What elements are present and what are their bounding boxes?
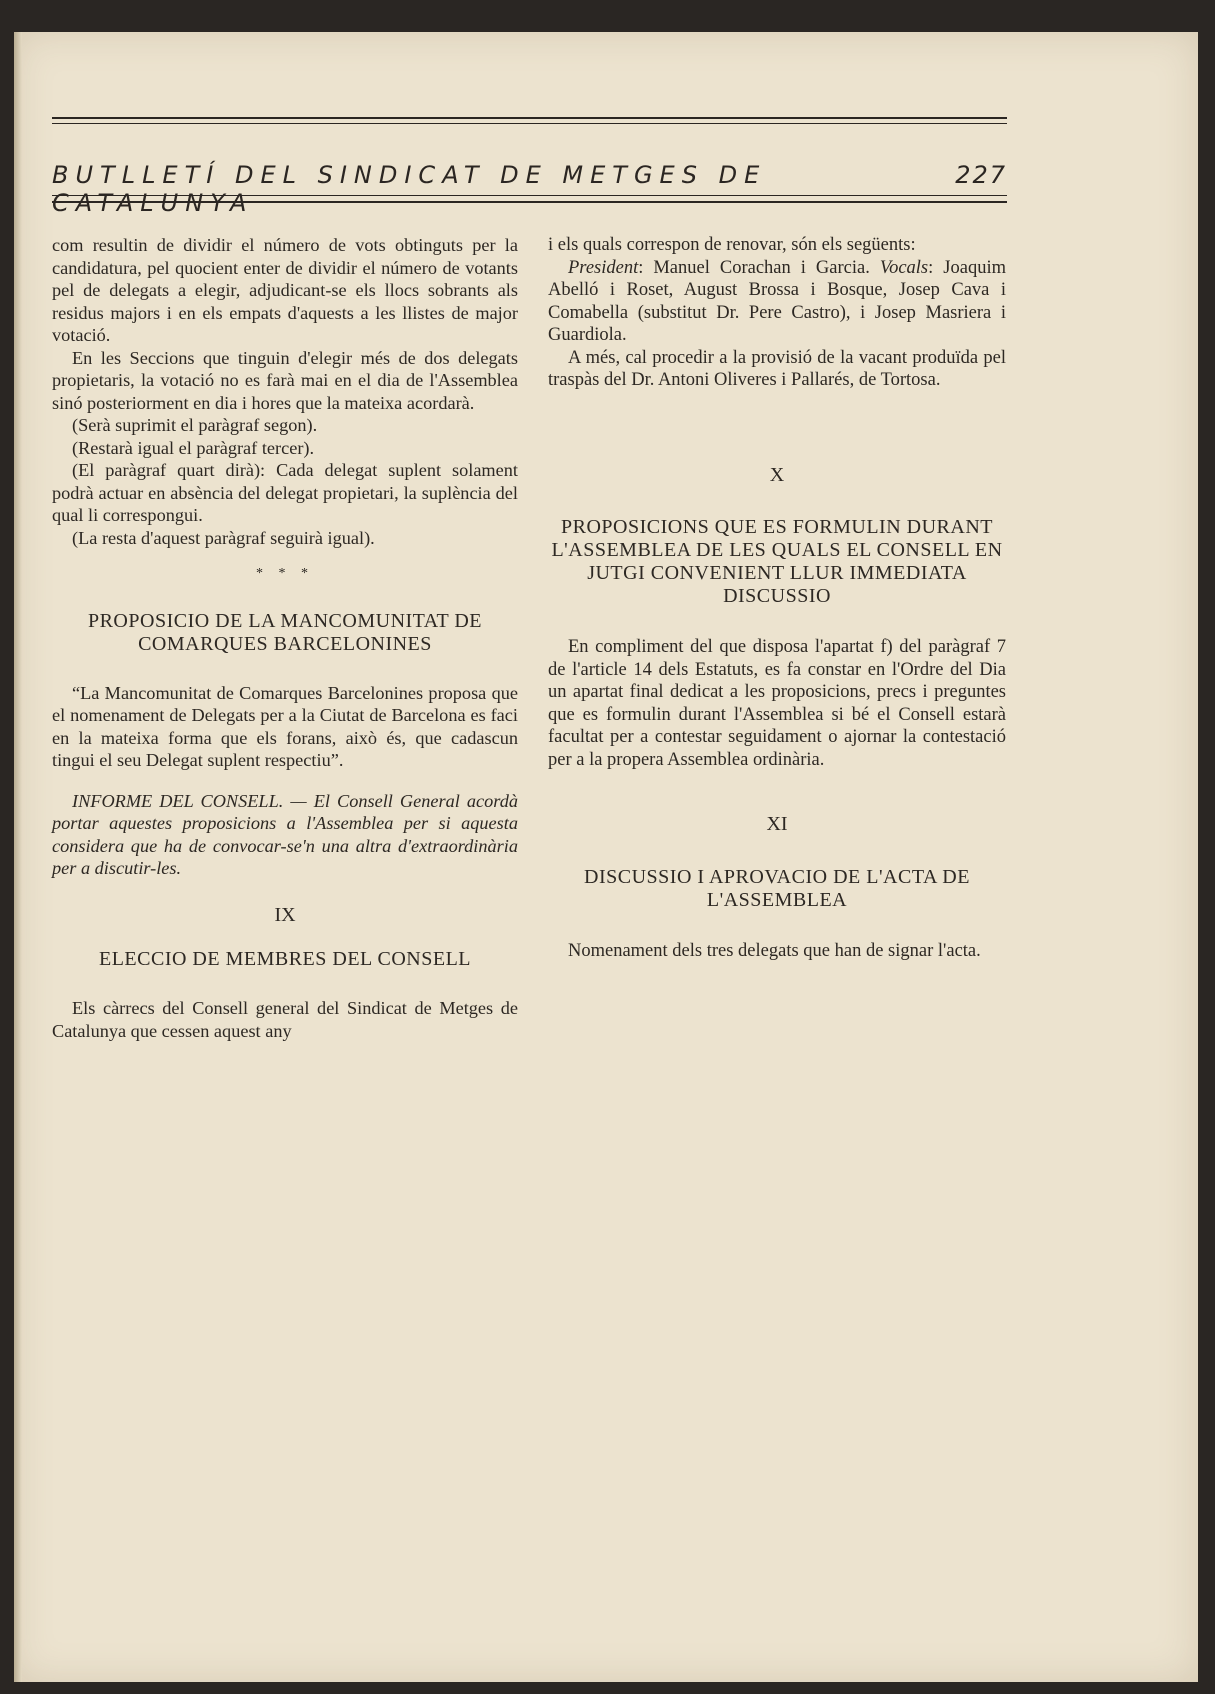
paragraph: i els quals correspon de renovar, són els següents: [548,235,916,255]
paragraph: (La resta d'aquest paràgraf seguirà igual). [72,527,375,548]
paragraph: En les Seccions que tinguin d'elegir més de dos delegats propietaris, la votació no es farà mai en el dia de l'Assemblea sinó posteriorment en dia i hores que la mateixa acordarà. [52,347,518,413]
header-rule [52,123,1007,124]
journal-title: BUTLLETÍ DEL SINDICAT DE METGES DE CATALUNYA [52,161,767,217]
header-rule [52,201,1007,203]
right-column [548,234,1006,962]
informe-label: INFORME DEL CONSELL. [72,790,284,811]
section-number: XI [766,813,788,835]
left-column [52,234,518,1042]
paragraph: (Serà suprimit el paràgraf segon). [72,415,318,435]
paragraph: Nomenament dels tres delegats que han de signar l'acta. [568,940,981,961]
section-number: IX [274,903,296,926]
paragraph: “La Mancomunitat de Comarques Barcelonines proposa que el nomenament de Delegats per a la Ciutat de Barcelona es faci en la mateixa forma que els forans, això és, que cadascun tingui el seu Delegat suplent respectiu”. [52,682,518,770]
president-text: : Manuel Corachan i Garcia. [638,257,880,278]
informe-paragraph [52,790,518,880]
section-number: X [769,463,785,486]
header-rule [52,195,1007,196]
section-title: PROPOSICIONS QUE ES FORMULIN DURANT L'ASSEMBLEA DE LES QUALS EL CONSELL EN JUTGI CONVENIENT LLUR IMMEDIATA DISCUSSIO [551,516,1003,607]
section-separator: * * * [256,566,314,581]
paragraph: (El paràgraf quart dirà): Cada delegat suplent solament podrà actuar en absència del delegat propietari, la suplència del qual li correspongui. [52,460,518,525]
book-spine [14,32,22,1682]
president-label: President [568,257,639,278]
paragraph: Els càrrecs del Consell general del Sindicat de Metges de Catalunya que cessen aquest any [52,998,518,1041]
section-title: DISCUSSIO I APROVACIO DE L'ACTA DE L'ASSEMBLEA [584,865,970,911]
vocals-text: : Joaquim Abelló i Roset, August Brossa i Bosque, Josep Cava i Comabella (substitut Dr. Pere Castro), i Josep Masriera i Guardiola. [548,257,1006,345]
running-head [52,161,1007,217]
paragraph: (Restarà igual el paràgraf tercer). [72,437,315,458]
paragraph: com resultin de dividir el número de vots obtinguts per la candidatura, pel quocient enter de dividir el número de votants pel de delegats a elegir, adjudicant-se els llocs sobrants als residus majors i en els empats d'aquests a les llistes de major votació. [52,235,518,345]
officers-paragraph [548,257,1006,347]
paragraph: A més, cal procedir a la provisió de la vacant produïda pel traspàs del Dr. Antoni Oliveres i Pallarés, de Tortosa. [548,347,1006,390]
running-header [52,117,1007,217]
section-title: PROPOSICIO DE LA MANCOMUNITAT DE COMARQUES BARCELONINES [87,609,483,655]
page-number: 227 [955,161,1007,189]
paragraph: En compliment del que disposa l'apartat f) del paràgraf 7 de l'article 14 dels Estatuts, es fa constar en l'Ordre del Dia un apartat final dedicat a les proposicions, precs i preguntes que es formulin durant l'Assemblea si bé el Consell estarà facultat per a contestar seguidament o ajornar la contestació per a la propera Assemblea ordinària. [548,637,1006,770]
informe-text: — El Consell General acordà portar aquestes proposicions a l'Assemblea per si aquesta considera que ha de convocar-se'n una altra d'extraordinària per a discutir-les. [52,790,518,878]
header-rule [52,117,1007,119]
vocals-label: Vocals [879,257,929,278]
section-title: ELECCIO DE MEMBRES DEL CONSELL [98,948,472,970]
